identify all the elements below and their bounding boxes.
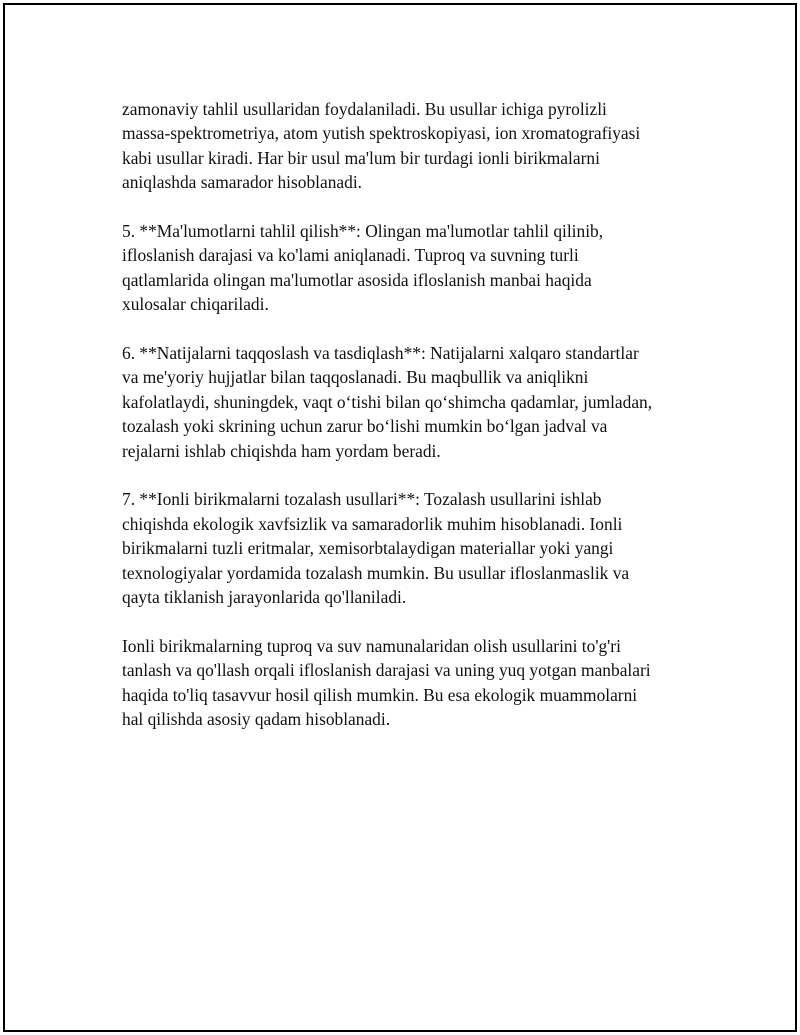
page-frame: [3, 3, 797, 1032]
paragraph-step-5: [122, 219, 712, 317]
paragraph-intro-continuation: [122, 97, 712, 195]
text-line: texnologiyalar yordamida tozalash mumkin. Bu usullar ifloslanmaslik va: [122, 562, 630, 583]
text-line: rejalarni ishlab chiqishda ham yordam beradi.: [122, 440, 441, 461]
text-line: 6. **Natijalarni taqqoslash va tasdiqlash**: Natijalarni xalqaro standartlar: [122, 343, 639, 364]
text-line: 7. **Ionli birikmalarni tozalash usullari**: Tozalash usullarini ishlab: [122, 489, 602, 510]
paragraph-step-6: [122, 341, 712, 463]
text-line: tozalash yoki skrining uchun zarur bo‘lishi mumkin bo‘lgan jadval va: [122, 416, 608, 437]
text-line: 5. **Ma'lumotlarni tahlil qilish**: Olingan ma'lumotlar tahlil qilinib,: [122, 221, 604, 242]
text-line: kabi usullar kiradi. Har bir usul ma'lum bir turdagi ionli birikmalarni: [122, 147, 600, 168]
text-line: massa-spektrometriya, atom yutish spektroskopiyasi, ion xromatografiyasi: [122, 123, 641, 144]
text-line: ifloslanish darajasi va ko'lami aniqlanadi. Tuproq va suvning turli: [122, 245, 579, 266]
paragraph-step-7: [122, 487, 712, 609]
text-line: kafolatlaydi, shuningdek, vaqt o‘tishi bilan qo‘shimcha qadamlar, jumladan,: [122, 391, 653, 412]
paragraph-conclusion: [122, 634, 712, 732]
text-line: birikmalarni tuzli eritmalar, xemisorbtalaydigan materiallar yoki yangi: [122, 538, 614, 559]
text-line: aniqlashda samarador hisoblanadi.: [122, 172, 363, 193]
text-line: xulosalar chiqariladi.: [122, 294, 269, 315]
document-body: [122, 97, 712, 756]
text-line: chiqishda ekologik xavfsizlik va samaradorlik muhim hisoblanadi. Ionli: [122, 513, 623, 534]
text-line: hal qilishda asosiy qadam hisoblanadi.: [122, 709, 391, 730]
text-line: haqida to'liq tasavvur hosil qilish mumkin. Bu esa ekologik muammolarni: [122, 684, 638, 705]
text-line: zamonaviy tahlil usullaridan foydalaniladi. Bu usullar ichiga pyrolizli: [122, 99, 607, 119]
text-line: qatlamlarida olingan ma'lumotlar asosida ifloslanish manbai haqida: [122, 269, 592, 290]
text-line: qayta tiklanish jarayonlarida qo'llaniladi.: [122, 587, 407, 608]
text-line: tanlash va qo'llash orqali ifloslanish darajasi va uning yuq yotgan manbalari: [122, 660, 651, 681]
text-line: Ionli birikmalarning tuproq va suv namunalaridan olish usullarini to'g'ri: [122, 635, 621, 656]
text-line: va me'yoriy hujjatlar bilan taqqoslanadi. Bu maqbullik va aniqlikni: [122, 367, 589, 388]
